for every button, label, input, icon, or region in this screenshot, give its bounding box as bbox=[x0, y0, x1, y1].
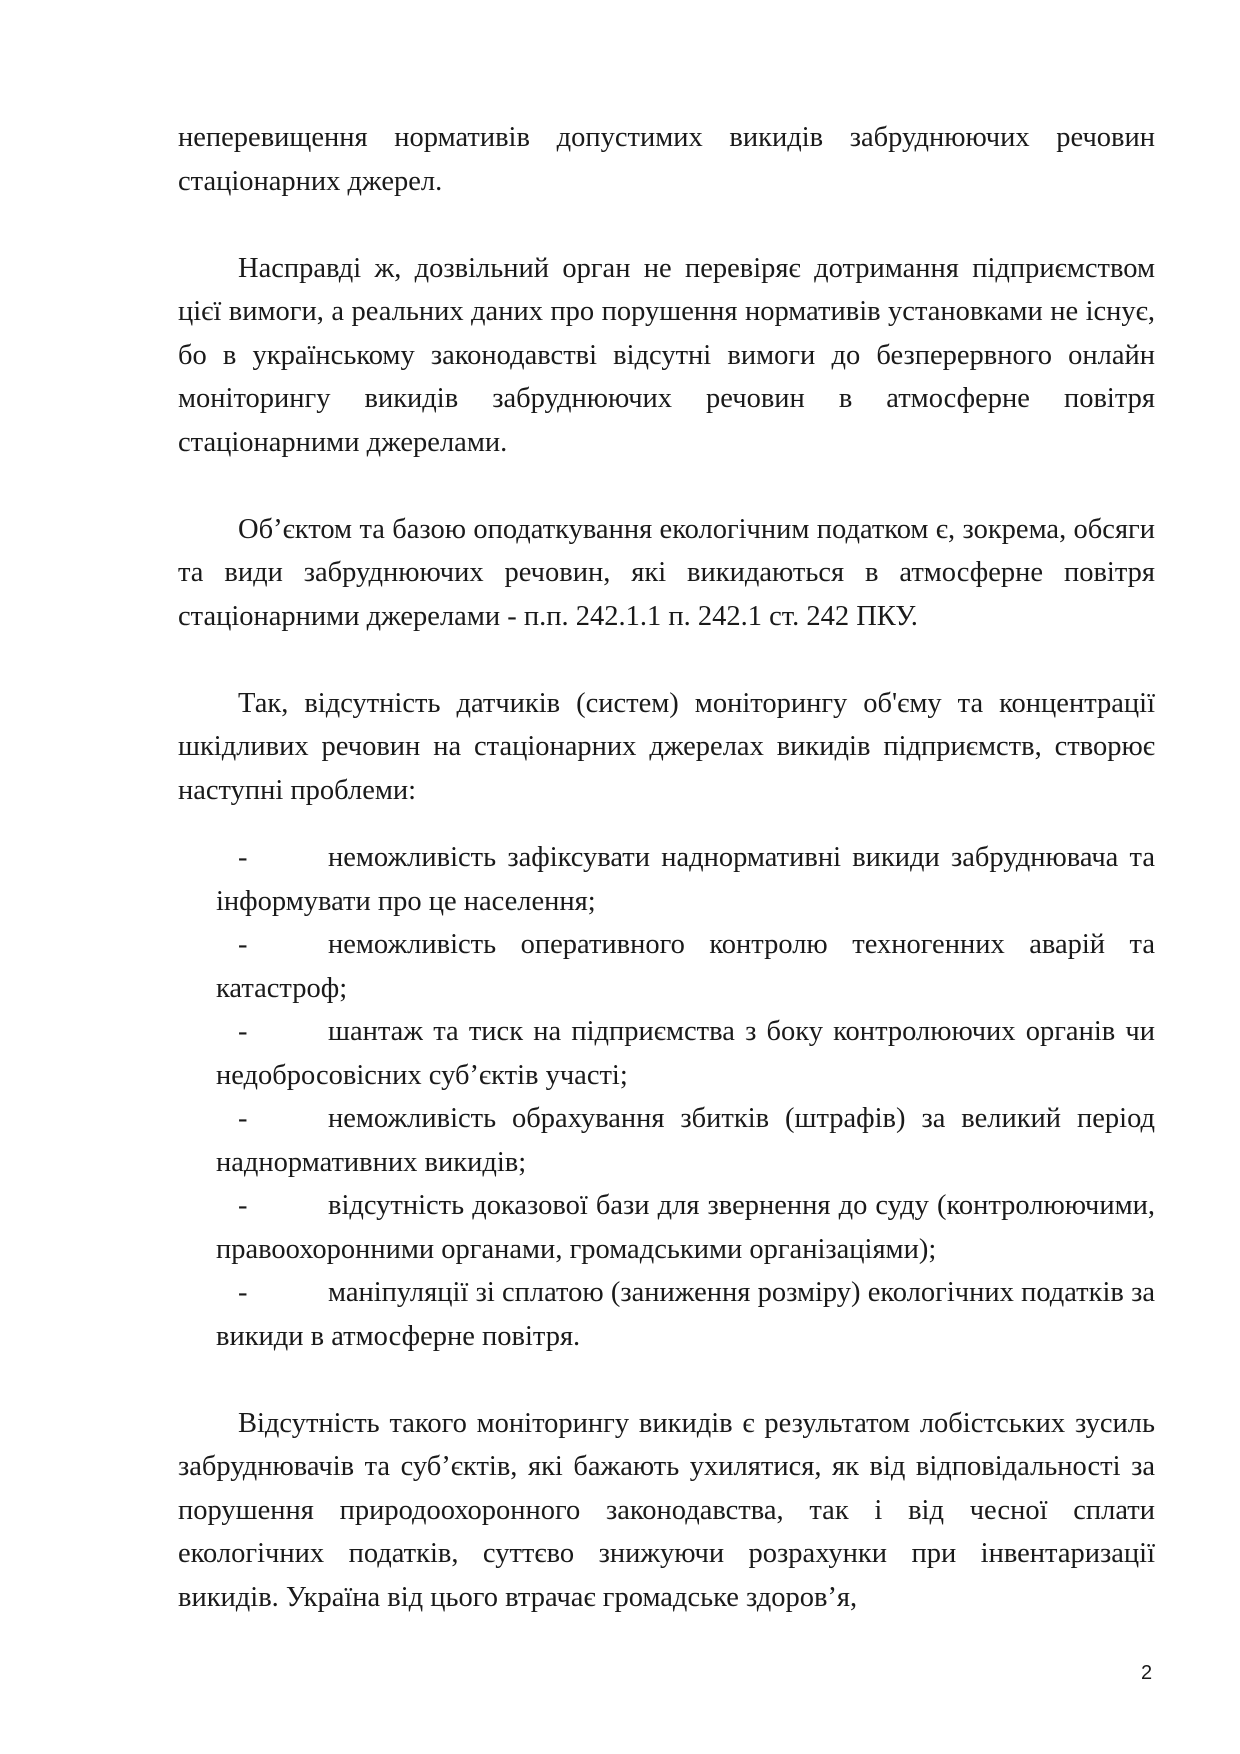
list-item-text: відсутність доказової бази для звернення до суду (контролюючими, правоохоронними органами, громадськими організаціями); bbox=[216, 1190, 1155, 1265]
paragraph-gap bbox=[178, 638, 1155, 682]
list-item bbox=[216, 923, 1155, 1010]
list-dash: - bbox=[238, 1190, 248, 1221]
problems-list bbox=[178, 836, 1155, 1358]
paragraph-continuation: неперевищення нормативів допустимих викидів забруднюючих речовин стаціонарних джерел. bbox=[178, 122, 1155, 197]
list-item-text: неможливість оперативного контролю техногенних аварій та катастроф; bbox=[216, 929, 1155, 1004]
document-page bbox=[178, 116, 1155, 1619]
paragraph-sensor-absence: Так, відсутність датчиків (систем) моніторингу об'єму та концентрації шкідливих речовин на стаціонарних джерелах викидів підприємств, створює наступні проблеми: bbox=[178, 687, 1155, 806]
paragraph-lobbying: Відсутність такого моніторингу викидів є результатом лобістських зусиль забруднювачів та суб’єктів, які бажають ухилятися, як від відповідальності за порушення природоохоронного законодавства, так і від чесної сплати екологічних податків, суттєво знижуючи розрахунки при інвентаризації викидів. Україна від цього втрачає громадське здоров’я, bbox=[178, 1407, 1155, 1613]
list-dash: - bbox=[238, 1103, 248, 1134]
list-item-text: шантаж та тиск на підприємства з боку контролюючих органів чи недобросовісних суб’єктів участі; bbox=[216, 1016, 1155, 1091]
list-item bbox=[216, 1271, 1155, 1358]
list-dash: - bbox=[238, 929, 248, 960]
paragraph-gap bbox=[178, 464, 1155, 508]
paragraph-gap bbox=[178, 1358, 1155, 1402]
list-item-text: неможливість зафіксувати наднормативні викиди забруднювача та інформувати про це населення; bbox=[216, 842, 1155, 917]
list-item bbox=[216, 1097, 1155, 1184]
list-dash: - bbox=[238, 1016, 248, 1047]
page-number: 2 bbox=[1141, 1662, 1153, 1684]
list-item bbox=[216, 836, 1155, 923]
paragraph-gap bbox=[178, 203, 1155, 247]
paragraph-permitting-authority: Насправді ж, дозвільний орган не перевіряє дотримання підприємством цієї вимоги, а реальних даних про порушення нормативів установками не існує, бо в українському законодавстві відсутні вимоги до безперервного онлайн моніторингу викидів забруднюючих речовин в атмосферне повітря стаціонарними джерелами. bbox=[178, 252, 1155, 458]
list-item-text: маніпуляції зі сплатою (заниження розміру) екологічних податків за викиди в атмосферне повітря. bbox=[216, 1277, 1155, 1352]
list-dash: - bbox=[238, 842, 248, 873]
list-item bbox=[216, 1010, 1155, 1097]
list-item bbox=[216, 1184, 1155, 1271]
list-dash: - bbox=[238, 1277, 248, 1308]
list-item-text: неможливість обрахування збитків (штрафів) за великий період наднормативних викидів; bbox=[216, 1103, 1155, 1178]
paragraph-tax-object: Об’єктом та базою оподаткування екологічним податком є, зокрема, обсяги та види забруднюючих речовин, які викидаються в атмосферне повітря стаціонарними джерелами - п.п. 242.1.1 п. 242.1 ст. 242 ПКУ. bbox=[178, 513, 1155, 632]
